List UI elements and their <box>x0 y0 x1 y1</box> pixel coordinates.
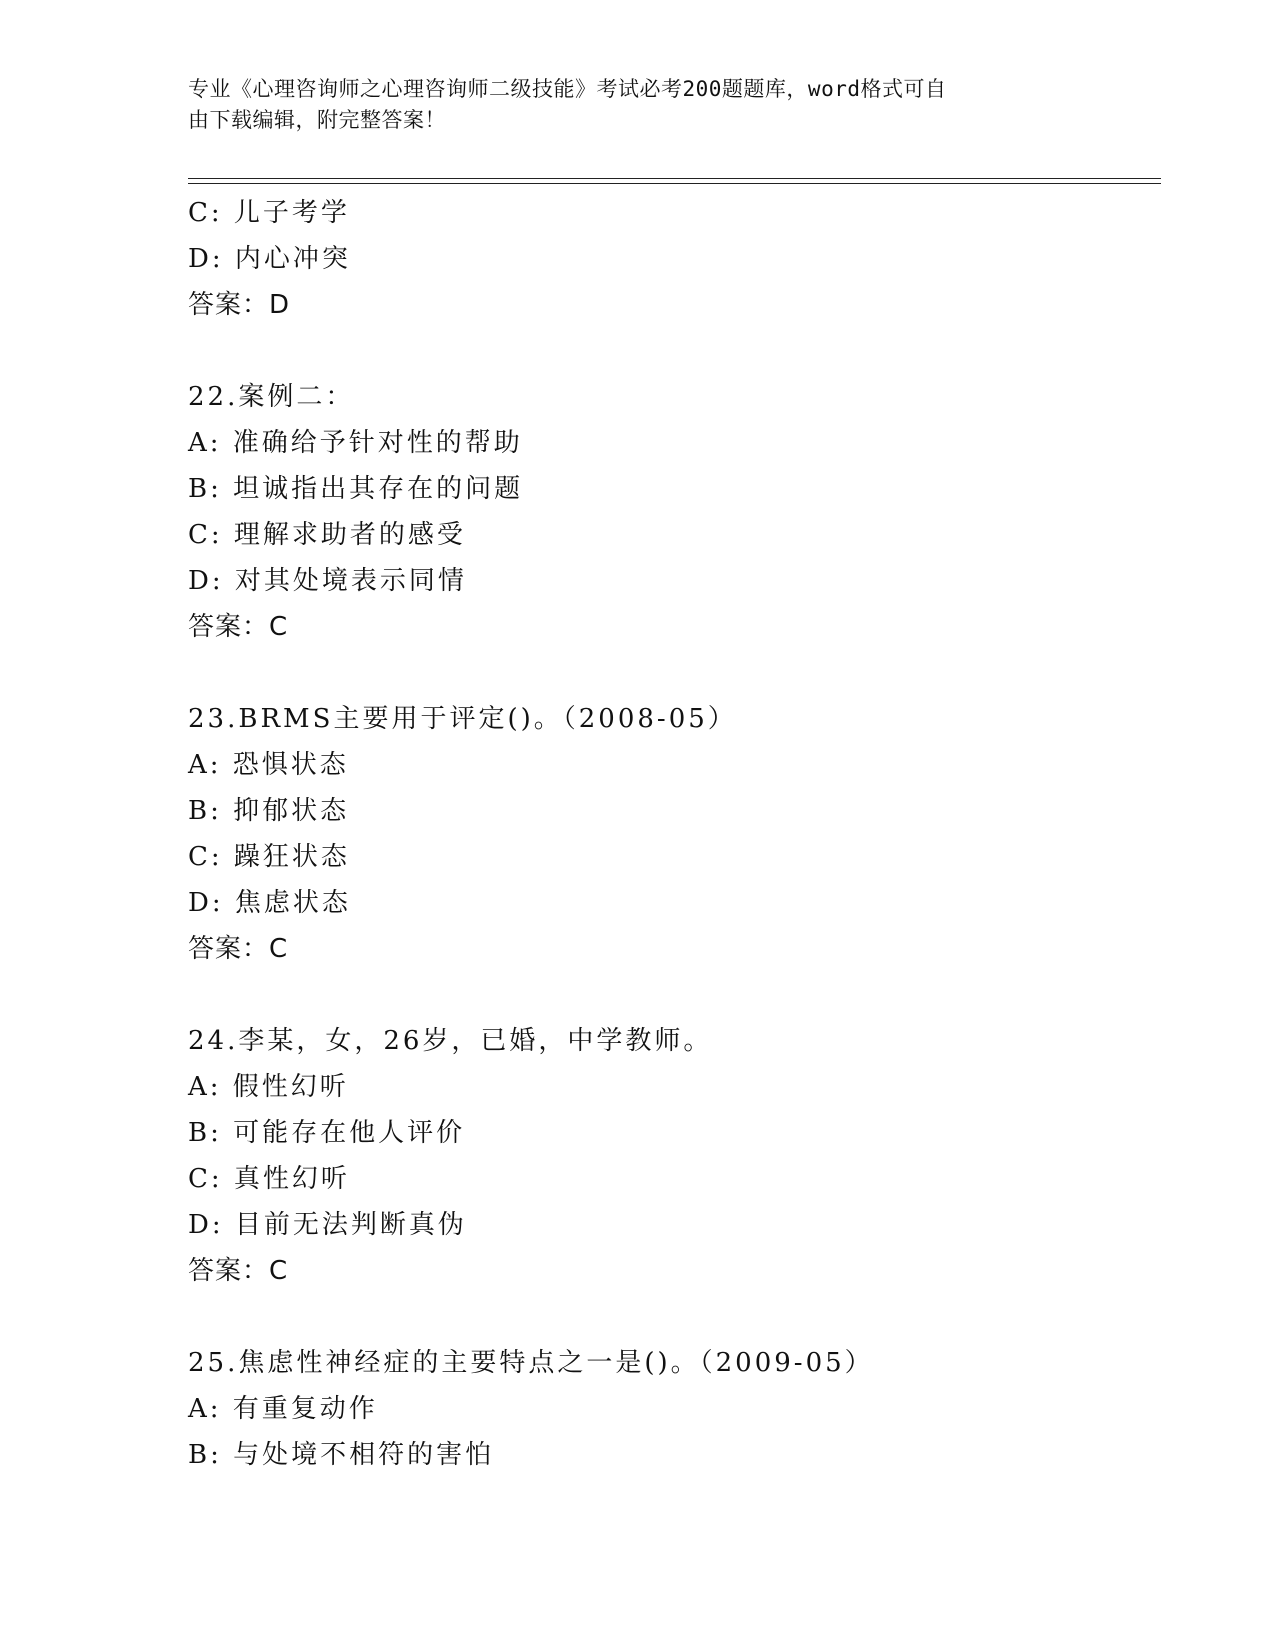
option-b: B: 抑郁状态 <box>188 796 350 826</box>
option-d: D: 对其处境表示同情 <box>188 566 467 596</box>
option-b: B: 可能存在他人评价 <box>188 1118 466 1148</box>
question-stem: 24.李某，女，26岁，已婚，中学教师。 <box>188 1026 713 1056</box>
header-line-2: 由下载编辑，附完整答案！ <box>188 108 446 132</box>
option-c: C: 理解求助者的感受 <box>188 520 466 550</box>
answer-line: 答案：C <box>188 612 289 642</box>
answer-line: 答案：C <box>188 934 289 964</box>
continued-question <box>188 190 1148 328</box>
question-stem: 23.BRMS主要用于评定()。（2008-05） <box>188 704 737 734</box>
option-d: D: 内心冲突 <box>188 244 351 274</box>
question-23 <box>188 696 1148 972</box>
option-a: A: 假性幻听 <box>188 1072 349 1102</box>
spacer <box>188 972 1148 1018</box>
answer-line: 答案：C <box>188 1256 289 1286</box>
option-d: D: 目前无法判断真伪 <box>188 1210 467 1240</box>
document-header <box>188 74 1068 136</box>
option-a: A: 准确给予针对性的帮助 <box>188 428 523 458</box>
spacer <box>188 1294 1148 1340</box>
answer-line: 答案：D <box>188 290 291 320</box>
spacer <box>188 650 1148 696</box>
option-c: C: 儿子考学 <box>188 198 350 228</box>
option-b: B: 坦诚指出其存在的问题 <box>188 474 524 504</box>
question-list <box>188 190 1148 1478</box>
option-d: D: 焦虑状态 <box>188 888 351 918</box>
header-divider-bottom <box>188 183 1161 184</box>
header-line-1: 专业《心理咨询师之心理咨询师二级技能》考试必考200题题库，word格式可自 <box>188 77 947 101</box>
question-22 <box>188 374 1148 650</box>
question-25 <box>188 1340 1148 1478</box>
header-divider-top <box>188 178 1161 179</box>
option-b: B: 与处境不相符的害怕 <box>188 1440 495 1470</box>
option-c: C: 真性幻听 <box>188 1164 350 1194</box>
question-stem: 25.焦虑性神经症的主要特点之一是()。（2009-05） <box>188 1348 874 1378</box>
option-a: A: 有重复动作 <box>188 1394 378 1424</box>
option-c: C: 躁狂状态 <box>188 842 350 872</box>
option-a: A: 恐惧状态 <box>188 750 349 780</box>
question-24 <box>188 1018 1148 1294</box>
question-stem: 22.案例二： <box>188 382 355 412</box>
spacer <box>188 328 1148 374</box>
